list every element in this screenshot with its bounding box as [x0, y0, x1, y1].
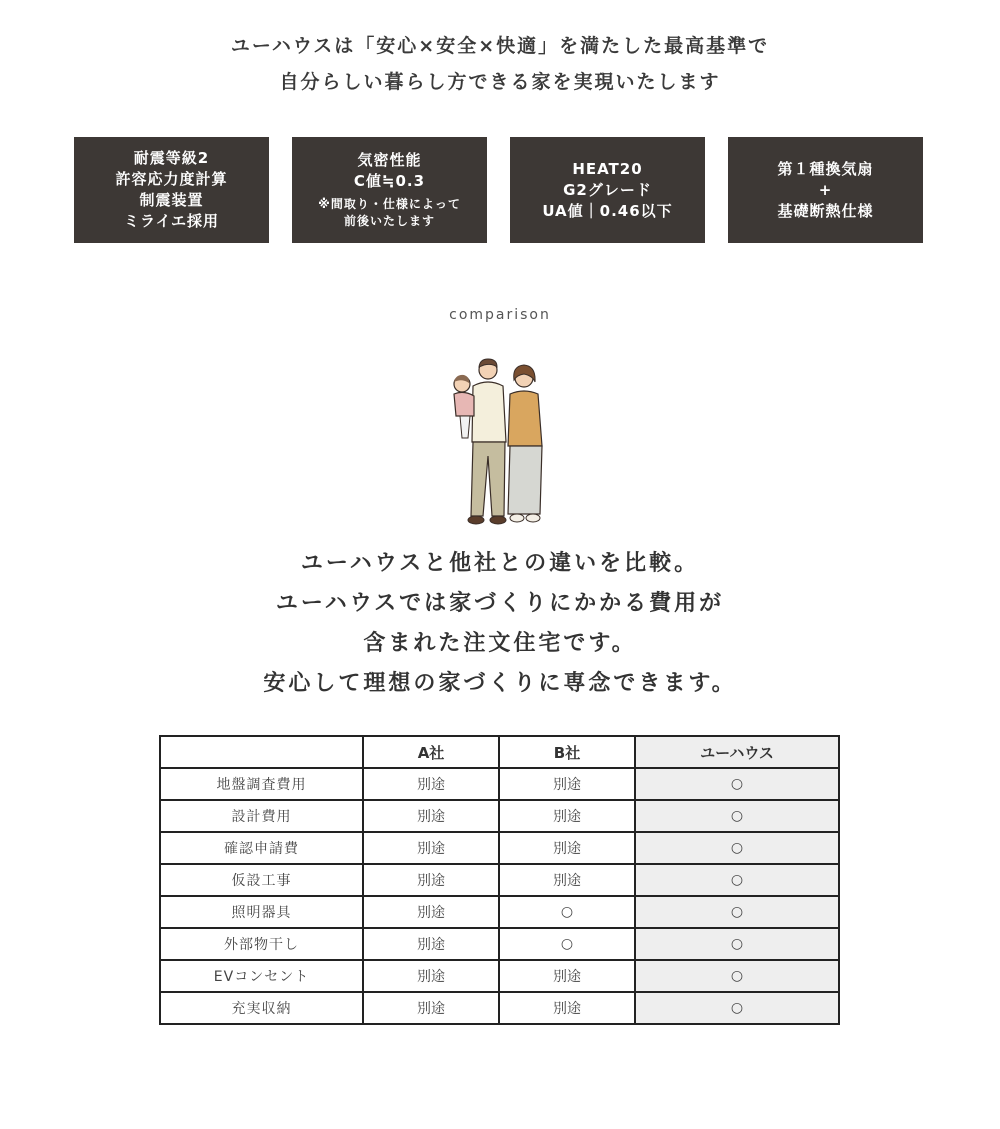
feature-line: + [818, 180, 833, 199]
feature-line: UA値｜0.46以下 [542, 201, 673, 220]
cell-company-b: 別途 [499, 768, 635, 800]
cell-company-b: ○ [499, 928, 635, 960]
feature-note: ※間取り・仕様によって [318, 197, 461, 211]
feature-line: HEAT20 [572, 159, 643, 178]
row-label: 照明器具 [160, 896, 363, 928]
table-row [160, 960, 839, 992]
cell-uhouse: ○ [635, 832, 839, 864]
header-cell-item [160, 736, 363, 768]
feature-boxes [74, 137, 926, 243]
cell-uhouse: ○ [635, 864, 839, 896]
cell-company-b: 別途 [499, 832, 635, 864]
comparison-heading [0, 544, 1000, 704]
feature-note: 前後いたします [343, 214, 435, 228]
table-row [160, 832, 839, 864]
family-illustration [440, 356, 560, 528]
section-eyebrow: comparison [449, 307, 551, 323]
heading-line: 安心して理想の家づくりに専念できます。 [263, 671, 737, 696]
feature-line: ミライエ採用 [124, 212, 219, 230]
cell-company-a: 別途 [363, 896, 499, 928]
intro-text [0, 28, 1000, 100]
feature-line: C値≒0.3 [353, 172, 426, 190]
row-label: 充実収納 [160, 992, 363, 1024]
feature-line: 耐震等級2 [133, 149, 210, 167]
heading-line: ユーハウスでは家づくりにかかる費用が [275, 591, 725, 616]
cell-uhouse: ○ [635, 992, 839, 1024]
feature-box-earthquake [74, 137, 269, 243]
cell-company-a: 別途 [363, 800, 499, 832]
cell-company-b: 別途 [499, 800, 635, 832]
feature-box-ventilation [728, 137, 923, 243]
table-row [160, 928, 839, 960]
row-label: 仮設工事 [160, 864, 363, 896]
cell-company-a: 別途 [363, 992, 499, 1024]
cell-company-b: 別途 [499, 992, 635, 1024]
cell-uhouse: ○ [635, 768, 839, 800]
cell-company-a: 別途 [363, 832, 499, 864]
cell-uhouse: ○ [635, 928, 839, 960]
feature-line: 制震装置 [139, 191, 204, 209]
table-row [160, 896, 839, 928]
feature-line: 気密性能 [357, 151, 422, 169]
row-label: EVコンセント [160, 960, 363, 992]
table-row [160, 800, 839, 832]
cell-uhouse: ○ [635, 896, 839, 928]
feature-box-airtightness [292, 137, 487, 243]
feature-line: 基礎断熱仕様 [777, 201, 874, 220]
table-header-row [160, 736, 839, 768]
row-label: 地盤調査費用 [160, 768, 363, 800]
table-row [160, 768, 839, 800]
table-row [160, 992, 839, 1024]
row-label: 確認申請費 [160, 832, 363, 864]
feature-line: 許容応力度計算 [115, 170, 228, 188]
cell-company-b: ○ [499, 896, 635, 928]
row-label: 外部物干し [160, 928, 363, 960]
heading-line: 含まれた注文住宅です。 [363, 631, 637, 656]
intro-line: ユーハウスは「安心×安全×快適」を満たした最高基準で [230, 35, 770, 57]
comparison-table [159, 735, 840, 1025]
table-row [160, 864, 839, 896]
header-cell-company-b: B社 [499, 736, 635, 768]
cell-company-a: 別途 [363, 928, 499, 960]
cell-company-a: 別途 [363, 768, 499, 800]
intro-line: 自分らしい暮らし方できる家を実現いたします [279, 71, 721, 93]
cell-company-a: 別途 [363, 864, 499, 896]
feature-line: G2グレード [563, 180, 652, 199]
header-cell-uhouse: ユーハウス [635, 736, 839, 768]
cell-company-b: 別途 [499, 864, 635, 896]
cell-company-a: 別途 [363, 960, 499, 992]
feature-line: 第１種換気扇 [777, 159, 874, 178]
cell-uhouse: ○ [635, 800, 839, 832]
header-cell-company-a: A社 [363, 736, 499, 768]
row-label: 設計費用 [160, 800, 363, 832]
heading-line: ユーハウスと他社との違いを比較。 [300, 551, 700, 576]
feature-box-insulation [510, 137, 705, 243]
cell-uhouse: ○ [635, 960, 839, 992]
cell-company-b: 別途 [499, 960, 635, 992]
